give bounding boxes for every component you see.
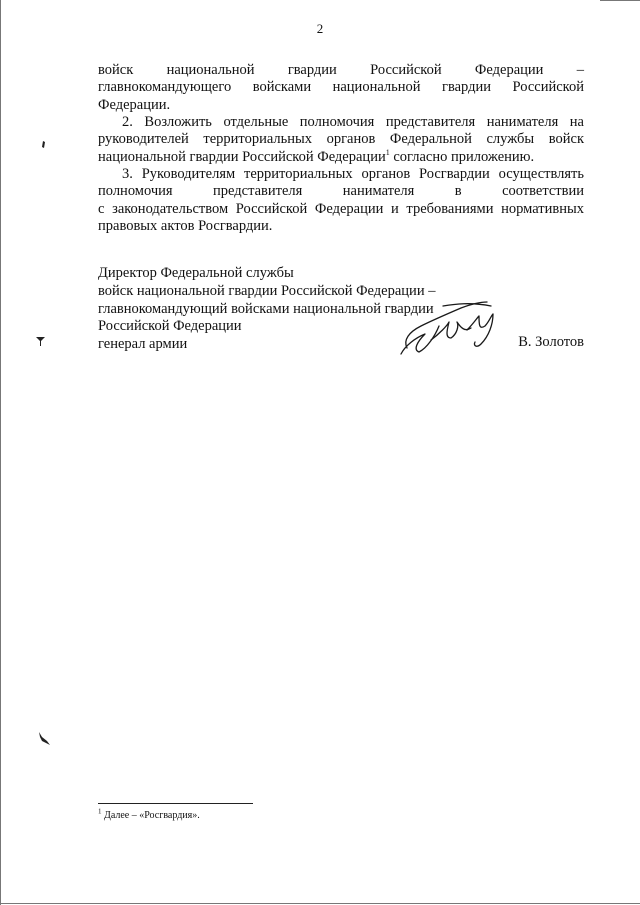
handwritten-signature xyxy=(395,296,510,360)
scan-edge xyxy=(0,903,640,904)
paragraph-2-line-3-tail: согласно приложению. xyxy=(389,148,535,165)
scan-edge xyxy=(600,0,640,1)
footnote-reference: 1 xyxy=(385,147,390,157)
scan-speck xyxy=(40,140,48,150)
paragraph-1-line-1: войск национальной гвардии Российской Федерации – xyxy=(98,62,584,78)
scan-speck xyxy=(37,731,53,747)
signer-title-line-4: Российской Федерации xyxy=(98,318,242,335)
paragraph-2 xyxy=(98,114,584,166)
paragraph-3-line-1: 3. Руководителям территориальных органов Росгвардии осуществлять xyxy=(122,166,584,182)
signer-title-line-1: Директор Федеральной службы xyxy=(98,265,294,281)
paragraph-1-line-3: Федерации. xyxy=(98,96,171,113)
footnote-separator xyxy=(98,803,253,804)
signer-title-line-2: войск национальной гвардии Российской Федерации – xyxy=(98,282,436,299)
paragraph-3-line-3: с законодательством Российской Федерации и требованиями нормативных xyxy=(98,200,584,217)
scan-edge xyxy=(0,0,1,905)
signer-name: В. Золотов xyxy=(518,334,584,350)
paragraph-3-line-4: правовых актов Росгвардии. xyxy=(98,217,273,234)
page-number: 2 xyxy=(316,21,324,36)
footnote-marker: 1 xyxy=(98,807,102,816)
signer-rank: генерал армии xyxy=(98,336,188,353)
paragraph-2-line-3-text: национальной гвардии Российской Федерации xyxy=(98,148,386,165)
paragraph-2-line-3 xyxy=(98,149,584,166)
signature-block xyxy=(98,265,588,354)
paragraph-3-line-2: полномочия представителя нанимателя в соответствии xyxy=(98,183,584,200)
paragraph-1-line-2: главнокомандующего войсками национальной гвардии Российской xyxy=(98,79,584,96)
paragraph-3 xyxy=(98,166,584,235)
scan-speck xyxy=(35,335,47,347)
paragraph-1 xyxy=(98,62,584,114)
footnote xyxy=(98,807,200,821)
footnote-text: Далее – «Росгвардия». xyxy=(101,810,200,821)
paragraph-2-line-1: 2. Возложить отдельные полномочия представителя нанимателя на xyxy=(122,114,584,130)
paragraph-2-line-2: руководителей территориальных органов Федеральной службы войск xyxy=(98,131,584,148)
signer-title-line-3: главнокомандующий войсками национальной гвардии xyxy=(98,300,434,317)
